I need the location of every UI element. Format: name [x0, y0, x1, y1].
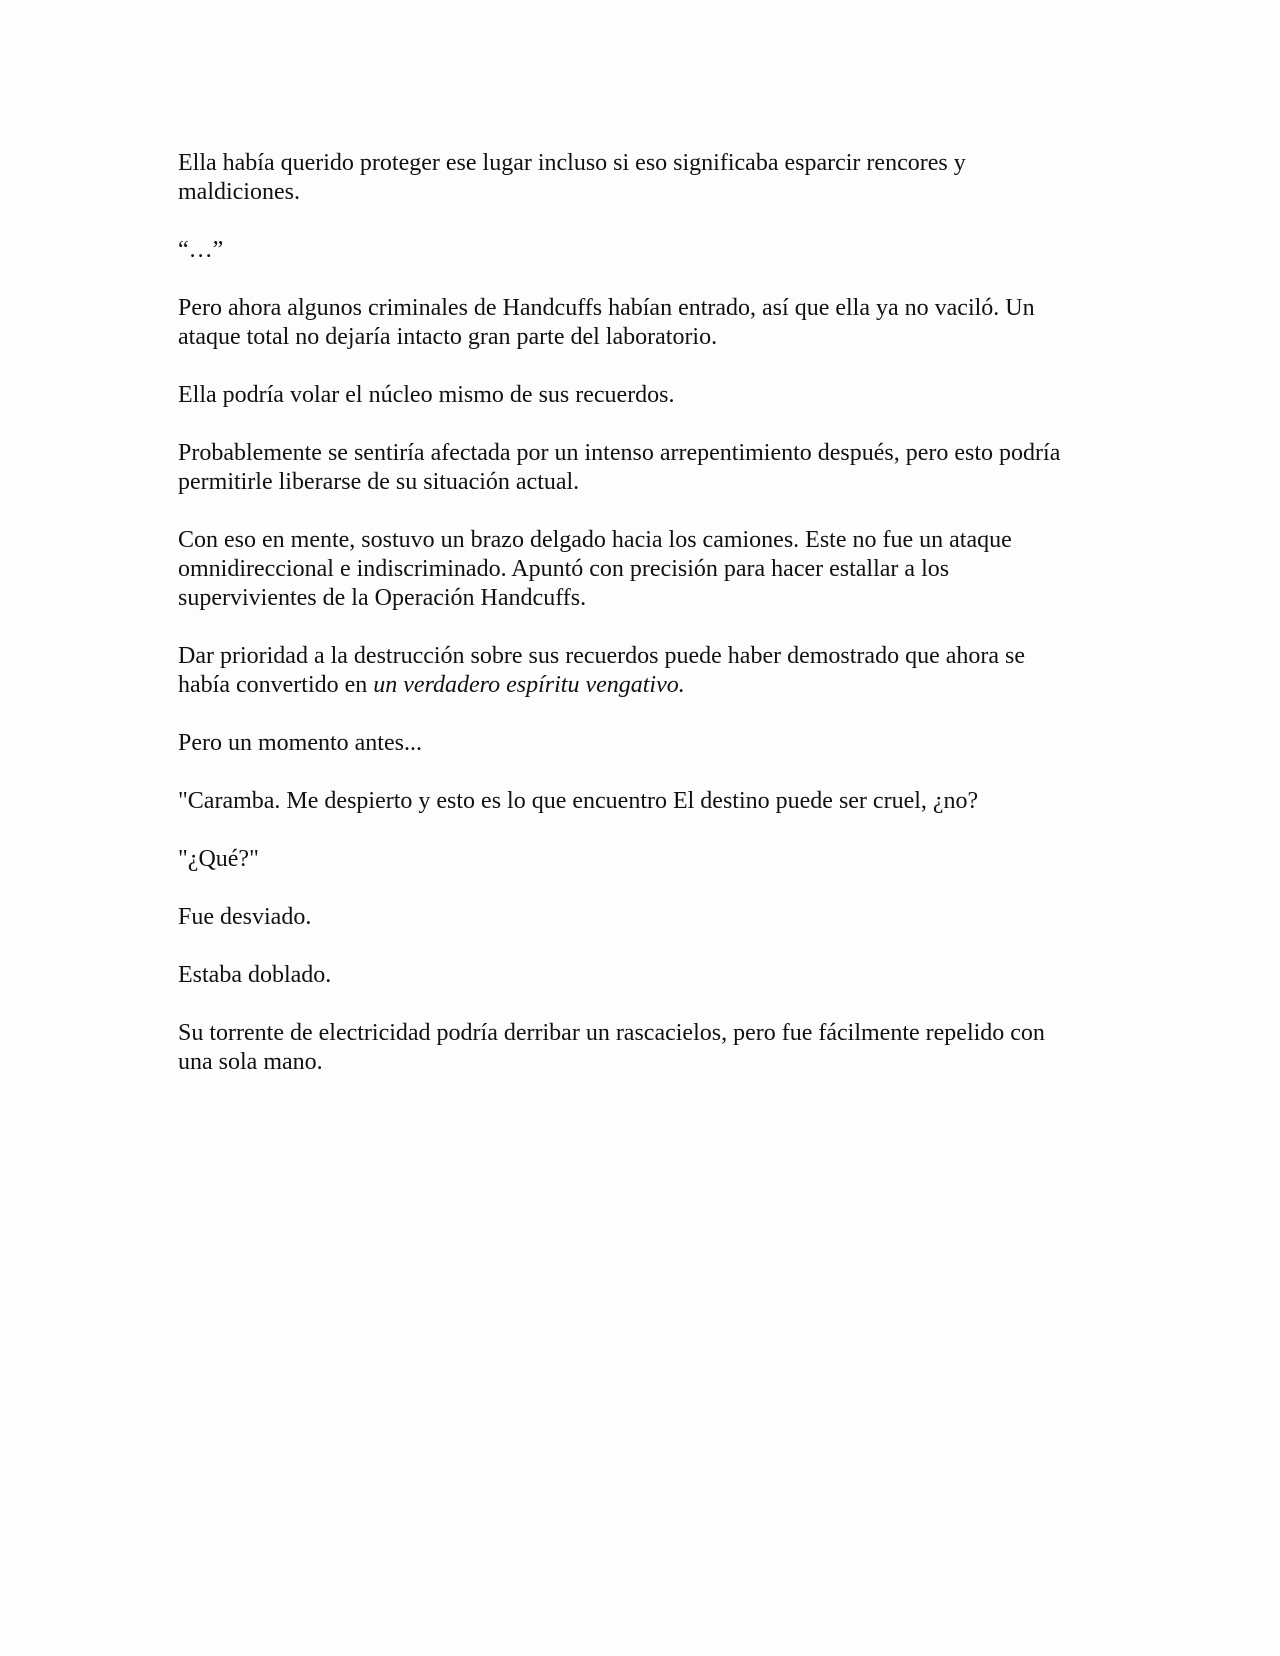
- paragraph: [178, 149, 1118, 207]
- text-segment: Probablemente se sentiría afectada por un intenso arrepentimiento después, pero esto podría: [178, 440, 1061, 466]
- text-segment: maldiciones.: [178, 179, 300, 205]
- text-segment: Su torrente de electricidad podría derribar un rascacielos, pero fue fácilmente repelido con: [178, 1020, 1045, 1046]
- text-segment: Ella podría volar el núcleo mismo de sus recuerdos.: [178, 382, 675, 408]
- document-page: [178, 149, 1118, 1106]
- paragraph: [178, 729, 1118, 758]
- text-segment: Pero ahora algunos criminales de Handcuffs habían entrado, así que ella ya no vaciló. Un: [178, 295, 1035, 321]
- text-line: [178, 381, 1118, 410]
- text-segment: una sola mano.: [178, 1049, 323, 1075]
- text-line: [178, 323, 1118, 352]
- paragraph: [178, 845, 1118, 874]
- text-segment: Fue desviado.: [178, 904, 312, 930]
- text-segment: Dar prioridad a la destrucción sobre sus recuerdos puede haber demostrado que ahora se: [178, 643, 1026, 669]
- text-line: [178, 526, 1118, 555]
- text-segment: “…”: [178, 237, 224, 263]
- text-segment: Pero un momento antes...: [178, 730, 422, 756]
- text-segment: permitirle liberarse de su situación actual.: [178, 469, 580, 495]
- paragraph: [178, 294, 1118, 352]
- paragraph: [178, 961, 1118, 990]
- text-segment: supervivientes de la Operación Handcuffs.: [178, 585, 587, 611]
- text-segment: ataque total no dejaría intacto gran parte del laboratorio.: [178, 324, 718, 350]
- text-line: [178, 671, 1118, 700]
- text-line: [178, 845, 1118, 874]
- paragraph: [178, 236, 1118, 265]
- text-line: [178, 787, 1118, 816]
- text-line: [178, 903, 1118, 932]
- text-line: [178, 729, 1118, 758]
- text-line: [178, 149, 1118, 178]
- text-line: [178, 294, 1118, 323]
- paragraph: [178, 526, 1118, 613]
- text-segment: había convertido en: [178, 672, 374, 698]
- paragraph: [178, 642, 1118, 700]
- paragraph: [178, 439, 1118, 497]
- text-segment: omnidireccional e indiscriminado. Apuntó con precisión para hacer estallar a los: [178, 556, 950, 582]
- text-segment: "Caramba. Me despierto y esto es lo que encuentro El destino puede ser cruel, ¿no?: [178, 788, 979, 814]
- text-line: [178, 439, 1118, 468]
- text-line: [178, 1019, 1118, 1048]
- paragraph: [178, 1019, 1118, 1077]
- text-segment: Ella había querido proteger ese lugar incluso si eso significaba esparcir rencores y: [178, 150, 966, 176]
- text-line: [178, 236, 1118, 265]
- paragraph: [178, 903, 1118, 932]
- text-line: [178, 555, 1118, 584]
- text-line: [178, 584, 1118, 613]
- text-line: [178, 468, 1118, 497]
- paragraph: [178, 381, 1118, 410]
- paragraph: [178, 787, 1118, 816]
- text-line: [178, 961, 1118, 990]
- text-line: [178, 642, 1118, 671]
- text-segment: Estaba doblado.: [178, 962, 332, 988]
- text-line: [178, 178, 1118, 207]
- text-segment: "¿Qué?": [178, 846, 259, 872]
- text-line: [178, 1048, 1118, 1077]
- text-segment: Con eso en mente, sostuvo un brazo delgado hacia los camiones. Este no fue un ataque: [178, 527, 1012, 553]
- italic-text: un verdadero espíritu vengativo.: [373, 672, 685, 698]
